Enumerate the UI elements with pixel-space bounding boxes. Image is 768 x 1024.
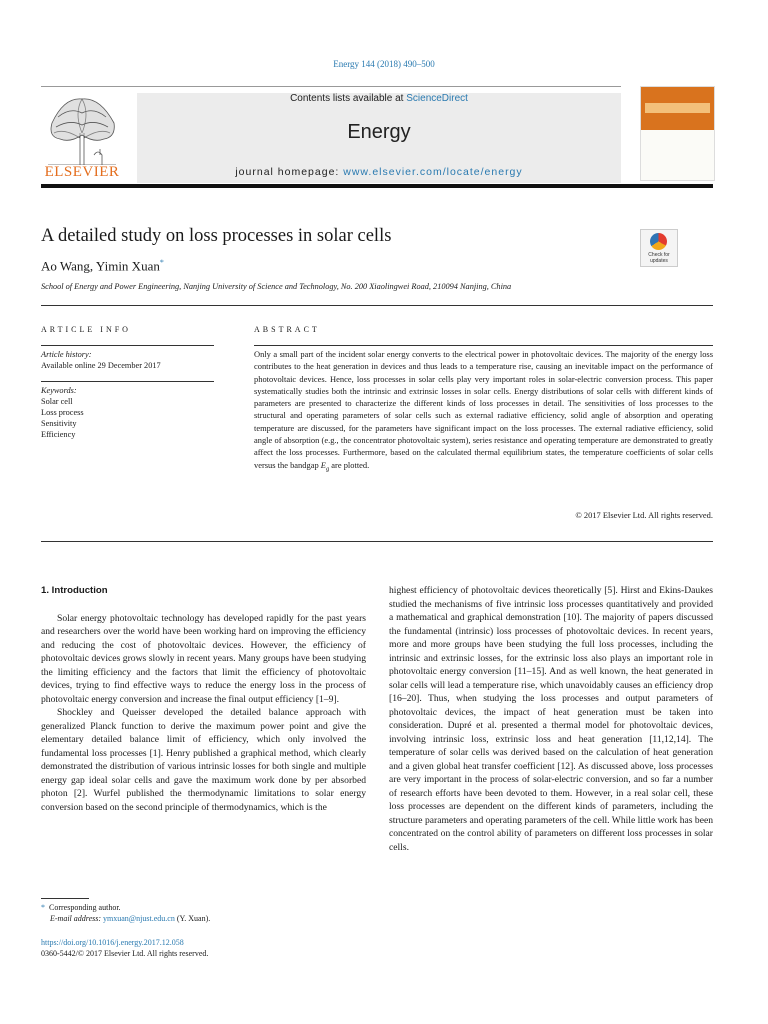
publisher-logo-text: ELSEVIER [44, 164, 120, 180]
keywords-block [41, 385, 214, 440]
body-column-right [389, 584, 713, 854]
title-bottom-rule [41, 305, 713, 306]
footnote-label: Corresponding author. [49, 903, 121, 912]
body-column-left [41, 584, 366, 814]
body-paragraph: Shockley and Queisser developed the detailed balance approach with generalized Planck function to derive the maximum power point and give the elementary detailed balance limit of efficiency, which only involved the fundamental loss processes [1]. Henry published a graphical method, which clearly demonstrated the distribution of various intrinsic losses for both single and multiple energy gap ideal solar cells and gave the maximum work done by per absorbed photon [2]. Wurfel published the thermodynamic limitations to solar energy conversion based on the second principle of thermodynamics, which is the [41, 707, 366, 813]
article-history [41, 349, 214, 371]
author-list [41, 258, 164, 274]
check-updates-label: Check for updates [648, 252, 670, 264]
journal-title: Energy [347, 121, 411, 143]
abstract-text [254, 348, 713, 476]
header-top-rule [41, 86, 621, 87]
abstract-rule [254, 345, 713, 346]
journal-homepage-line [137, 166, 621, 178]
article-info-heading: ARTICLE INFO [41, 325, 131, 334]
doi-link[interactable]: https://doi.org/10.1016/j.energy.2017.12.058 [41, 938, 184, 947]
body-paragraph: Solar energy photovoltaic technology has developed rapidly for the past years and researchers over the world have been working hard on improving the efficiency and reducing the cost of photovoltaic devices. However, the efficiency of photovoltaic devices grows slowly in recent years. Many groups have been studying the limiting efficiency and the factors that limit the efficiency of photovoltaic devices, trying to find effective ways to reduce the energy loss in the process of photovoltaic energy conversion and increase the final output efficiency [1–9]. [41, 612, 366, 705]
cover-title-band [645, 103, 710, 113]
journal-citation[interactable]: Energy 144 (2018) 490–500 [333, 59, 435, 69]
article-title: A detailed study on loss processes in solar cells [41, 226, 392, 246]
contents-line [137, 93, 621, 104]
history-rule [41, 381, 214, 382]
footnote-mark[interactable]: * [41, 903, 45, 912]
bandgap-subscript: g [325, 465, 330, 473]
footnote-corresponding [41, 902, 366, 913]
email-link[interactable]: ymxuan@njust.edu.cn [103, 914, 175, 923]
footnote [41, 902, 366, 924]
author-affiliation: School of Energy and Power Engineering, Nanjing University of Science and Technology, No. 200 Xiaolingwei Road, 210094 Nanjing, China [41, 282, 512, 291]
history-label: Article history: [41, 350, 92, 359]
elsevier-tree-logo [44, 93, 120, 165]
homepage-prefix: journal homepage: [235, 166, 344, 178]
section-title-introduction: 1. Introduction [41, 585, 108, 596]
body-paragraph: highest efficiency of photovoltaic devices theoretically [5]. Hirst and Ekins-Daukes studied the mechanisms of five intrinsic loss processes quantitatively and provided a mathematical and graphical demonstration [10]. The majority of papers discussed the fundamental (intrinsic) loss processes of photovoltaic devices. In recent years, more and more groups have been studying the full loss processes, including the intrinsic and extrinsic losses, for the extrinsic loss also plays an important role in photovoltaic energy conversion [11–15]. And as well known, the heat generated in solar cells will lead a temperature rise, which unavoidably causes an efficiency drop [16–20]. Thus, when studying the loss processes and output parameters of photovoltaic devices, the impact of heat generation must be taken into consideration. Dupré et al. presented a thermal model for photovoltaic devices, involving intrinsic loss, extrinsic loss and heat generation [11,12,14]. The temperature of solar cells was derived based on the calculation of heat generation and a given global heat transfer coefficient [12]. As discussed above, loss processes are very important in the process of solar-electric conversion, and so far a number of research efforts have been devoted to them. However, in a real solar cell, these loss processes are dependent on the different kinds of parameters, including the structure parameters and operating parameters of the cell. While little work has been concentrated on the control ability of parameters on different loss processes in solar cells. [389, 585, 714, 853]
doi-block [41, 937, 366, 959]
article-info-rule [41, 345, 214, 346]
history-value: Available online 29 December 2017 [41, 361, 161, 370]
abstract-text-part2: are plotted. [329, 459, 370, 470]
corresponding-author-mark[interactable]: * [159, 258, 164, 267]
footnote-rule [41, 898, 89, 899]
keyword-item: Solar cell [41, 397, 73, 406]
header-thick-rule [41, 184, 713, 188]
authors-names: Ao Wang, Yimin Xuan [41, 258, 160, 274]
check-for-updates-badge[interactable] [640, 229, 678, 267]
abstract-heading: ABSTRACT [254, 325, 320, 334]
check-updates-icon [650, 233, 667, 250]
issn-line: 0360-5442/© 2017 Elsevier Ltd. All rights reserved. [41, 949, 209, 958]
keyword-item: Loss process [41, 408, 84, 417]
sciencedirect-link[interactable]: ScienceDirect [406, 93, 468, 104]
email-suffix: (Y. Xuan). [174, 914, 211, 923]
abstract-copyright: © 2017 Elsevier Ltd. All rights reserved. [575, 510, 713, 520]
contents-prefix: Contents lists available at [290, 93, 407, 104]
journal-cover-thumbnail[interactable] [640, 86, 715, 181]
keyword-item: Efficiency [41, 430, 76, 439]
abstract-bottom-rule [41, 541, 713, 542]
keyword-item: Sensitivity [41, 419, 77, 428]
footnote-email-line [41, 913, 366, 924]
email-label: E-mail address: [50, 914, 104, 923]
bandgap-symbol: E [320, 459, 326, 470]
abstract-text-part1: Only a small part of the incident solar energy converts to the electrical power in photovoltaic devices. The majority of the energy loss contributes to the heat generation in devices and thus leads to a temperature rise, causing an inevitable impact on the performance of photovoltaic devices. Hence, loss processes in solar cells play very important roles in solar-electric conversion process. This paper systematically studies both the intrinsic and extrinsic losses in solar cells. Energy distributions of solar cells with different kinds of parameters are presented to characterize the different kinds of loss processes in detail. The sensitivities of loss processes to the structural and operating parameters of solar cells such as external radiative efficiency, solid angle of absorption and operating temperature are discussed, for the parameters have significant impact on the loss processes. The external radiative efficiency, solid angle of absorption (e.g., the concentrator photovoltaic system), series resistance and operating temperature are demonstrated to greatly affect the loss processes. Furthermore, based on the calculated thermal equilibrium states, the temperature coefficients of solar cells versus the bandgap [254, 349, 713, 470]
keywords-label: Keywords: [41, 386, 77, 395]
homepage-link[interactable]: www.elsevier.com/locate/energy [343, 166, 523, 178]
